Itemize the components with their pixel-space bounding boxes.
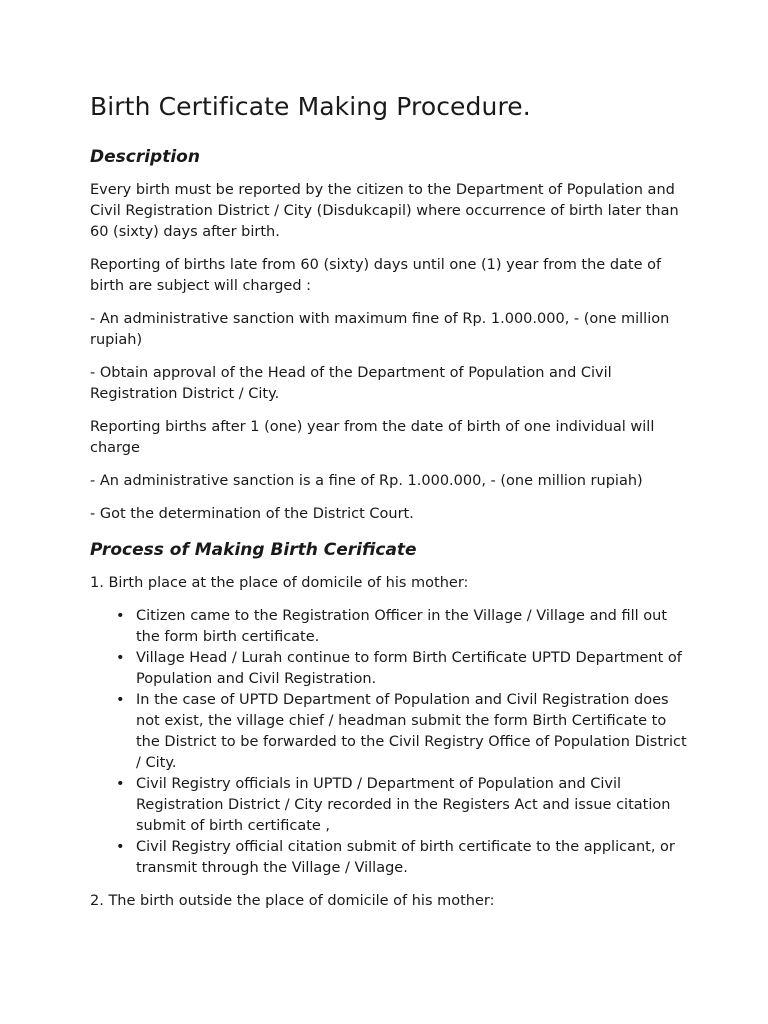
step-1-bullet-list	[90, 606, 690, 879]
document-title: Birth Certificate Making Procedure.	[90, 92, 531, 121]
list-item	[116, 837, 690, 879]
paragraph-reporting-after-year: Reporting births after 1 (one) year from the date of birth of one individual will charge	[90, 419, 655, 456]
paragraph-sanction-fine: - An administrative sanction is a fine of Rp. 1.000.000, - (one million rupiah)	[90, 473, 643, 489]
paragraph-obtain-approval: - Obtain approval of the Head of the Department of Population and Civil Registration District / City.	[90, 365, 612, 402]
process-heading: Process of Making Birth Cerificate	[90, 540, 417, 560]
paragraph-sanction-max-fine: - An administrative sanction with maximum fine of Rp. 1.000.000, - (one million rupiah)	[90, 311, 670, 348]
paragraph-birth-reporting: Every birth must be reported by the citizen to the Department of Population and Civil Registration District / City (Disdukcapil) where occurrence of birth later than 60 (sixty) days after birth.	[90, 182, 679, 240]
paragraph-district-court: - Got the determination of the District Court.	[90, 506, 414, 522]
description-heading: Description	[90, 147, 200, 167]
list-item-text: In the case of UPTD Department of Population and Civil Registration does not exist, the village chief / headman submit the form Birth Certificate to the District to be forwarded to the Civil Registry Office of Population District / City.	[136, 692, 687, 771]
list-item	[116, 648, 690, 690]
step-2-heading: 2. The birth outside the place of domicile of his mother:	[90, 893, 495, 909]
list-item-text: Village Head / Lurah continue to form Birth Certificate UPTD Department of Population and Civil Registration.	[136, 650, 682, 687]
bullet-icon: •	[116, 608, 125, 624]
bullet-icon: •	[116, 776, 125, 792]
bullet-icon: •	[116, 839, 125, 855]
list-item-text: Civil Registry officials in UPTD / Department of Population and Civil Registration District / City recorded in the Registers Act and issue citation submit of birth certificate ,	[136, 776, 671, 834]
document-page	[90, 88, 690, 924]
list-item	[116, 690, 690, 774]
list-item	[116, 606, 690, 648]
paragraph-late-reporting: Reporting of births late from 60 (sixty) days until one (1) year from the date of birth are subject will charged :	[90, 257, 662, 294]
list-item-text: Civil Registry official citation submit of birth certificate to the applicant, or transmit through the Village / Village.	[136, 839, 675, 876]
bullet-icon: •	[116, 650, 125, 666]
list-item	[116, 774, 690, 837]
bullet-icon: •	[116, 692, 125, 708]
step-1-heading: 1. Birth place at the place of domicile of his mother:	[90, 575, 469, 591]
list-item-text: Citizen came to the Registration Officer in the Village / Village and fill out the form birth certificate.	[136, 608, 667, 645]
